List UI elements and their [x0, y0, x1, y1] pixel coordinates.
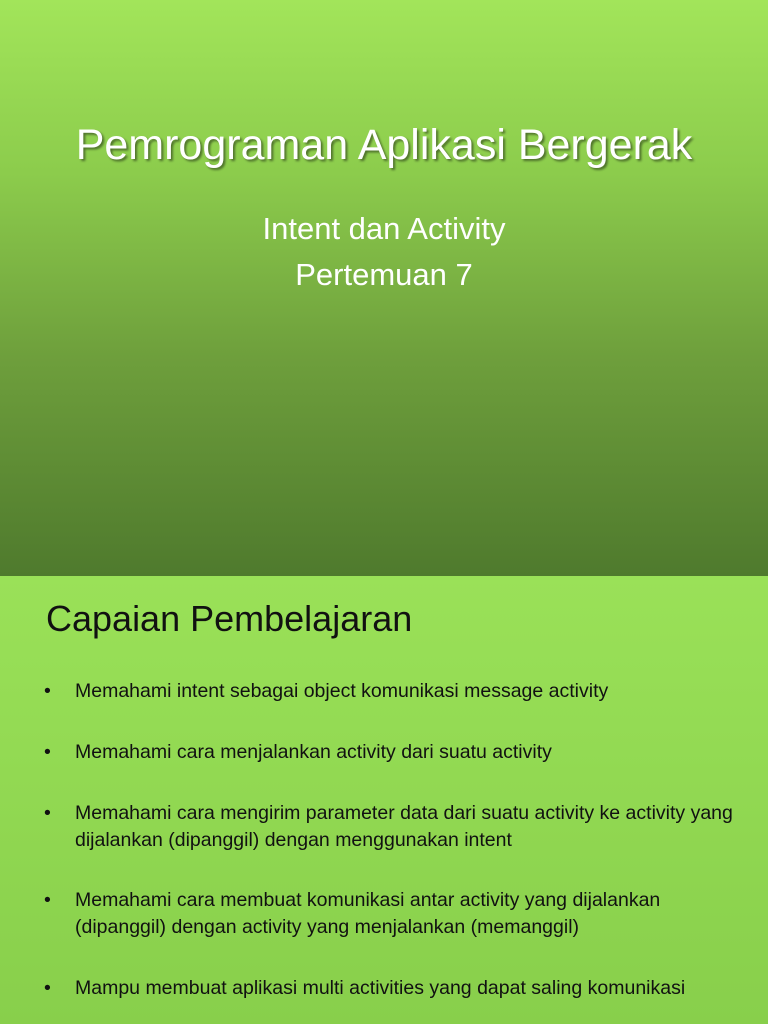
- bullet-text: Memahami intent sebagai object komunikasi message activity: [75, 680, 609, 702]
- section-heading: Capaian Pembelajaran: [46, 598, 413, 639]
- bullet-dot: •: [44, 680, 51, 702]
- bullet-text: Mampu membuat aplikasi multi activities yang dapat saling komunikasi: [75, 977, 686, 999]
- subtitle-line-2: Pertemuan 7: [295, 257, 473, 292]
- bullet-text: Memahami cara membuat komunikasi antar activity yang dijalankan (dipanggil) dengan activity yang menjalankan (memanggil): [75, 889, 661, 938]
- bullet-dot: •: [44, 977, 51, 999]
- bullet-dot: •: [44, 889, 51, 911]
- bullet-text: Memahami cara menjalankan activity dari suatu activity: [75, 741, 552, 763]
- slide-subtitle: [0, 206, 768, 298]
- subtitle-line-1: Intent dan Activity: [262, 211, 506, 246]
- bullet-text: Memahami cara mengirim parameter data dari suatu activity ke activity yang dijalankan (dipanggil) dengan menggunakan intent: [75, 802, 733, 851]
- bullet-dot: •: [44, 741, 51, 763]
- bullet-dot: •: [44, 802, 51, 824]
- slide-title: Pemrograman Aplikasi Bergerak: [75, 121, 693, 169]
